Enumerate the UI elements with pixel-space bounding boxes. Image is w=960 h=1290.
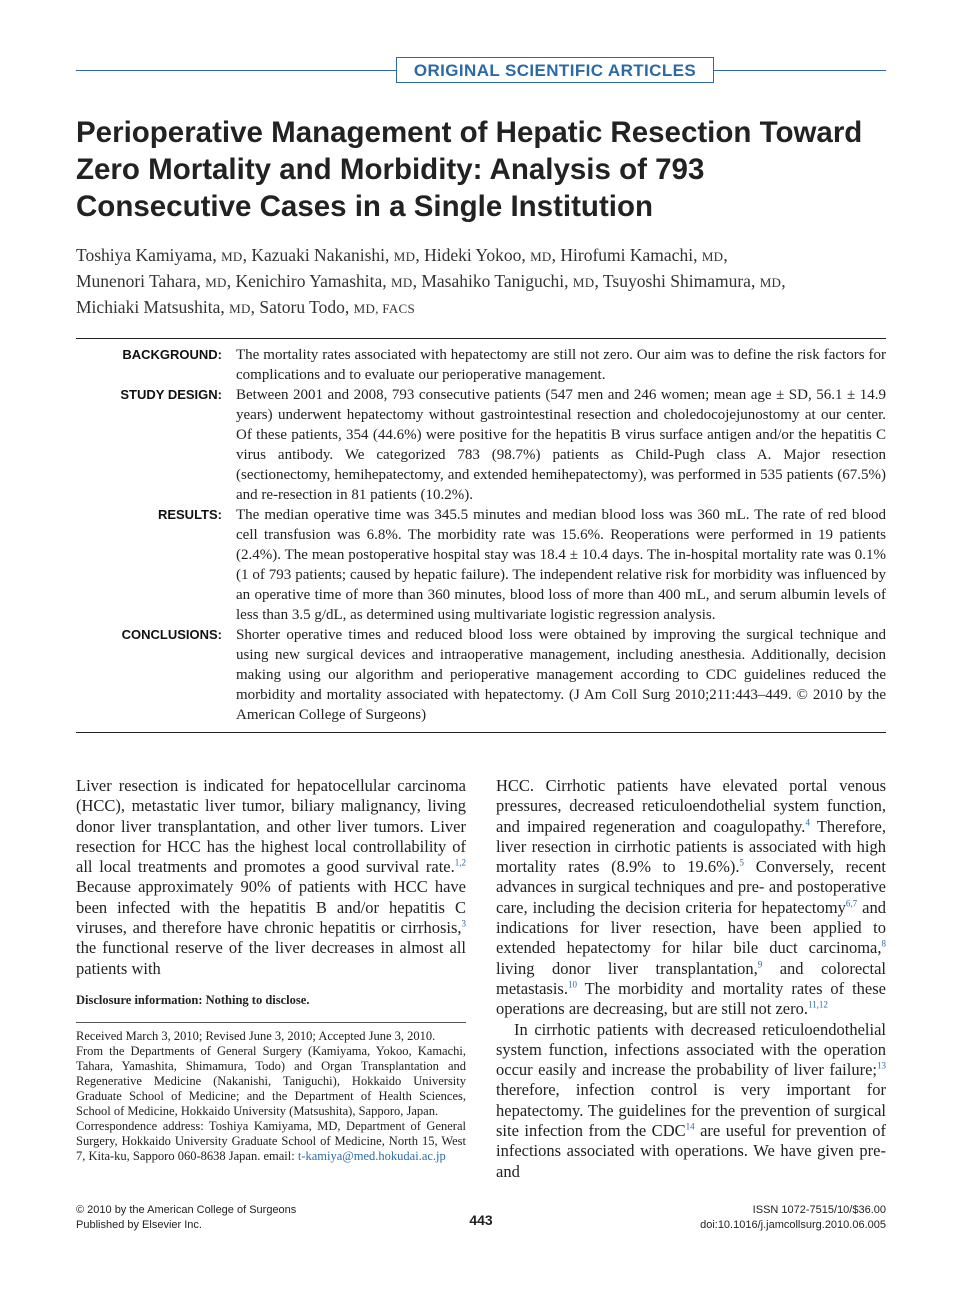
author: Tsuyoshi Shimamura, MD, <box>602 271 786 291</box>
citation[interactable]: 14 <box>685 1121 695 1132</box>
author: Satoru Todo, MD, FACS <box>259 297 416 317</box>
body-paragraph: HCC. Cirrhotic patients have elevated portal venous pressures, decreased reticuloendothelial system function, and impaired regeneration and coagulopathy.$^4$ Therefore, liver resection in cirrhotic patients is associated with high mortality rates (8.9% to 19.6%).$^5$ Conversely, recent advances in surgical techniques and pre- and postoperative care, including the decision criteria for hepatectomy$^{6,7}$ and indications for liver resection, have been applied to extended hepatectomy for hilar bile duct carcinoma,$^8$ living donor liver transplantation,$^9$ and colorectal metastasis.$^{10}$ The morbidity and mortality rates of these operations are decreasing, but are still not zero.$^{11,12}$ <box>496 776 887 1019</box>
body-column-left <box>76 776 466 979</box>
footnote-rule <box>76 1022 466 1023</box>
article-title: Perioperative Management of Hepatic Resection Toward Zero Mortality and Morbidity: Analysis of 793 Consecutive Cases in a Single Institution <box>76 116 863 223</box>
abstract-label: CONCLUSIONS: <box>121 627 222 642</box>
section-label: ORIGINAL SCIENTIFIC ARTICLES <box>396 57 714 83</box>
citation[interactable]: 13 <box>877 1060 886 1071</box>
body-paragraph: Liver resection is indicated for hepatocellular carcinoma (HCC), metastatic liver tumor, biliary malignancy, living donor liver transplantation, and other liver tumors. Liver resection for HCC has the highest local controllability of all local treatments and promotes a good survival rate.$^{1,2}$ Because approximately 90% of patients with HCC have been infected with the hepatitis B and/or hepatitis C viruses, and therefore have chronic hepatitis or cirrhosis,$^3$ the functional reserve of the liver decreases in almost all patients with <box>76 776 466 978</box>
page-number: 443 <box>469 1212 493 1228</box>
affiliations: From the Departments of General Surgery (Kamiyama, Yokoo, Kamachi, Tahara, Yamashita, Shimamura, Todo) and Organ Transplantation and Regenerative Medicine (Nakanishi, Taniguchi), Hokkaido University Graduate School of Medicine; and the Department of Health Sciences, School of Medicine, Hokkaido University (Matsushita), Sapporo, Japan. <box>76 1044 466 1118</box>
abstract-study-design <box>76 385 886 505</box>
abstract-conclusions <box>76 625 886 725</box>
page-footer <box>76 1203 886 1243</box>
author-list <box>76 243 886 321</box>
citation[interactable]: 6,7 <box>845 898 858 909</box>
citation[interactable]: 8 <box>881 938 886 949</box>
author: Toshiya Kamiyama, MD, <box>76 245 252 265</box>
received-dates: Received March 3, 2010; Revised June 3, 2010; Accepted June 3, 2010. <box>76 1029 436 1043</box>
author: Masahiko Taniguchi, MD, <box>421 271 603 291</box>
citation[interactable]: 5 <box>739 857 745 868</box>
author: Hideki Yokoo, MD, <box>424 245 561 265</box>
footer-right <box>700 1203 886 1233</box>
abstract-text: The median operative time was 345.5 minutes and median blood loss was 360 mL. The rate of red blood cell transfusion was 6.8%. The morbidity rate was 15.6%. Reoperations were performed in 19 patients (2.4%). The mean postoperative hospital stay was 18.4 ± 10.4 days. The in-hospital mortality rate was 0.1% (1 of 793 patients; caused by hepatic failure). The independent relative risk for morbidity was influenced by an operative time of more than 360 minutes, blood loss of more than 400 mL, and serum albumin levels of less than 3.5 g/dL, as determined using multivariate logistic regression analysis. <box>236 507 886 623</box>
abstract-label: BACKGROUND: <box>122 347 222 362</box>
body-paragraph: In cirrhotic patients with decreased reticuloendothelial system function, infections associated with the operation occur easily and increase the probability of liver failure;$^{13}$ therefore, infection control is very important for hepatectomy. The guidelines for the prevention of surgical site infection from the CDC$^{14}$ are useful for prevention of infections associated with operations. We have given pre- and <box>496 1019 887 1181</box>
citation[interactable]: 9 <box>757 959 763 970</box>
abstract-text: Between 2001 and 2008, 793 consecutive patients (547 men and 246 women; mean age ± SD, 56.1 ± 14.9 years) underwent hepatectomy without gastrointestinal resection and choledocojejunostomy at our center. Of these patients, 354 (44.6%) were positive for the hepatitis B virus surface antigen and/or the hepatitis C virus antibody. We categorized 783 (98.7%) patients as Child-Pugh class A. Major resection (sectionectomy, hemihepatectomy, and extended hemihepatectomy), was performed in 535 patients (67.5%) and re-resection in 81 patients (10.2%). <box>236 387 886 503</box>
disclosure-notes <box>76 993 466 1164</box>
citation[interactable]: 10 <box>567 979 577 990</box>
abstract-label: STUDY DESIGN: <box>120 387 222 402</box>
abstract-text: The mortality rates associated with hepatectomy are still not zero. Our aim was to define the risk factors for complications and to evaluate our perioperative management. <box>236 347 886 383</box>
copyright: © 2010 by the American College of Surgeons <box>76 1204 297 1216</box>
email-link[interactable]: t-kamiya@med.hokudai.ac.jp <box>297 1149 446 1163</box>
abstract-results <box>76 505 886 625</box>
abstract-background <box>76 345 886 385</box>
disclosure-heading: Disclosure information: Nothing to disclose. <box>76 993 310 1007</box>
abstract-text: Shorter operative times and reduced blood loss were obtained by improving the surgical technique and using new surgical devices and intraoperative management, including anesthesia. Additionally, decision making using our algorithm and perioperative management according to CDC guidelines reduced the morbidity and mortality associated with hepatectomy. (J Am Coll Surg 2010;211:443–449. © 2010 by the American College of Surgeons) <box>236 627 886 723</box>
doi[interactable]: doi:10.1016/j.jamcollsurg.2010.06.005 <box>700 1219 886 1231</box>
author: Kenichiro Yamashita, MD, <box>235 271 422 291</box>
abstract-label: RESULTS: <box>157 507 222 522</box>
issn: ISSN 1072-7515/10/$36.00 <box>752 1204 886 1216</box>
author: Michiaki Matsushita, MD, <box>76 297 260 317</box>
author: Munenori Tahara, MD, <box>76 271 236 291</box>
citation[interactable]: 3 <box>461 918 466 929</box>
citation[interactable]: 11,12 <box>808 999 828 1010</box>
correspondence: Correspondence address: Toshiya Kamiyama, MD, Department of General Surgery, Hokkaido University Graduate School of Medicine, North 15, West 7, Kita-ku, Sapporo 060-8638 Japan. email: t-kamiya@med.hokudai.ac.jp <box>76 1119 466 1163</box>
author: Kazuaki Nakanishi, MD, <box>251 245 425 265</box>
abstract <box>76 338 886 733</box>
section-header <box>76 56 886 86</box>
citation[interactable]: 1,2 <box>454 857 466 868</box>
body-column-right <box>496 776 886 1182</box>
author: Hirofumi Kamachi, MD, <box>560 245 728 265</box>
citation[interactable]: 4 <box>805 817 810 828</box>
publisher: Published by Elsevier Inc. <box>76 1219 202 1231</box>
